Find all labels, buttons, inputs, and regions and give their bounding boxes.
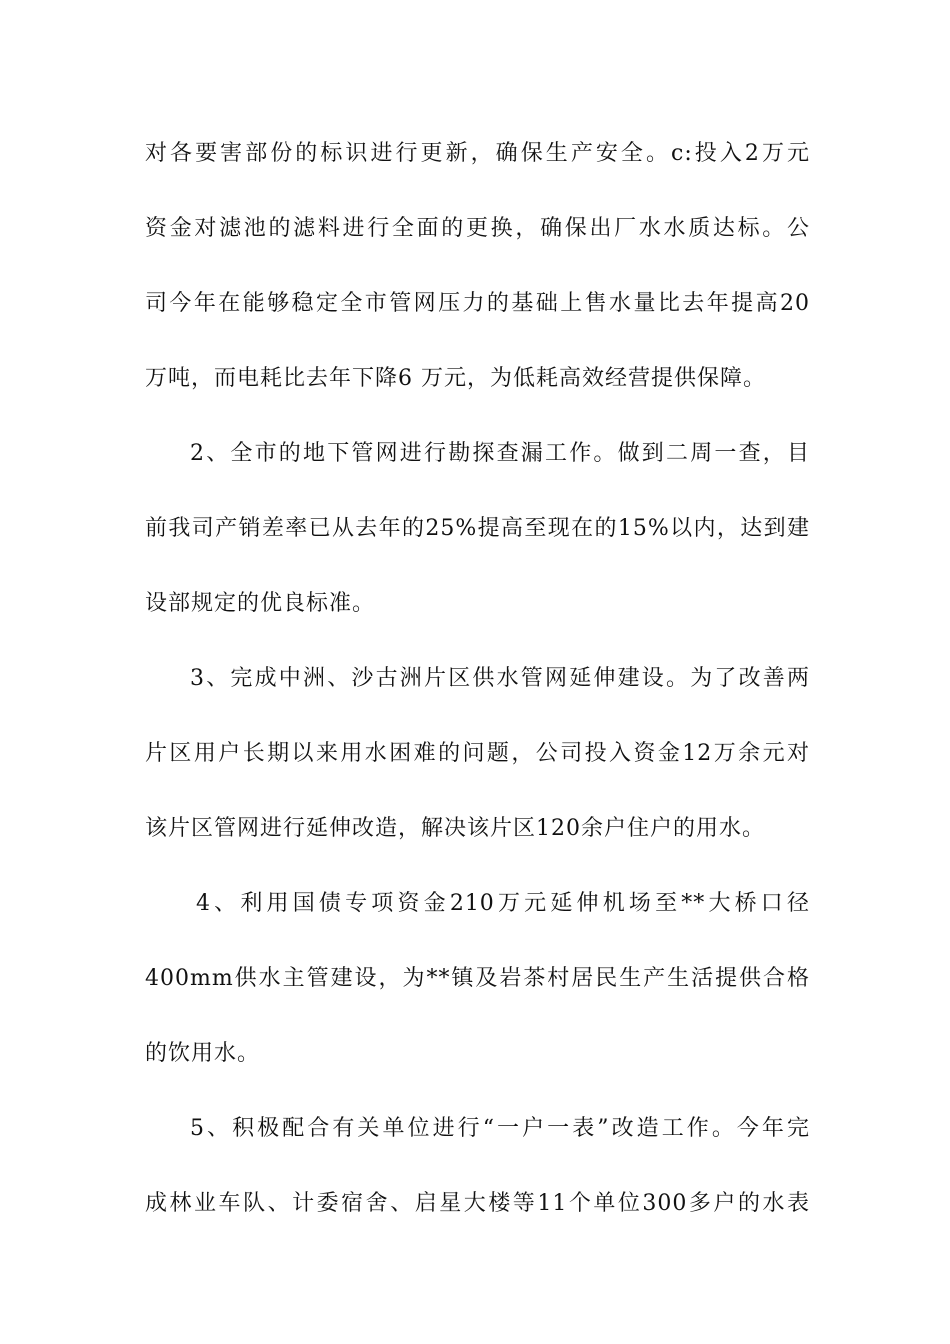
text-line: 的饮用水。 [145, 1041, 261, 1066]
text-line: 400mm供水主管建设，为**镇及岩茶村居民生产生活提供合格 [145, 966, 810, 991]
paragraph-5-first-line: 5、积极配合有关单位进行“一户一表”改造工作。今年完 [190, 1116, 810, 1141]
text-line: 对各要害部份的标识进行更新，确保生产安全。c:投入2万元 [145, 141, 810, 166]
text-line: 资金对滤池的滤料进行全面的更换，确保出厂水水质达标。公 [145, 216, 810, 241]
paragraph-4-first-line: 4、利用国债专项资金210万元延伸机场至**大桥口径 [196, 891, 810, 916]
paragraph-3-first-line: 3、完成中洲、沙古洲片区供水管网延伸建设。为了改善两 [190, 666, 810, 691]
text-line: 该片区管网进行延伸改造，解决该片区120余户住户的用水。 [145, 816, 765, 841]
paragraph-2-first-line: 2、全市的地下管网进行勘探查漏工作。做到二周一查，目 [190, 441, 810, 466]
text-line: 司今年在能够稳定全市管网压力的基础上售水量比去年提高20 [145, 291, 810, 316]
text-line: 设部规定的优良标准。 [145, 591, 376, 616]
text-line: 前我司产销差率已从去年的25%提高至现在的15%以内，达到建 [145, 516, 810, 541]
text-line: 万吨，而电耗比去年下降6 万元，为低耗高效经营提供保障。 [145, 366, 766, 391]
text-line: 片区用户长期以来用水困难的问题，公司投入资金12万余元对 [145, 741, 810, 766]
text-line: 成林业车队、计委宿舍、启星大楼等11个单位300多户的水表 [145, 1191, 810, 1216]
